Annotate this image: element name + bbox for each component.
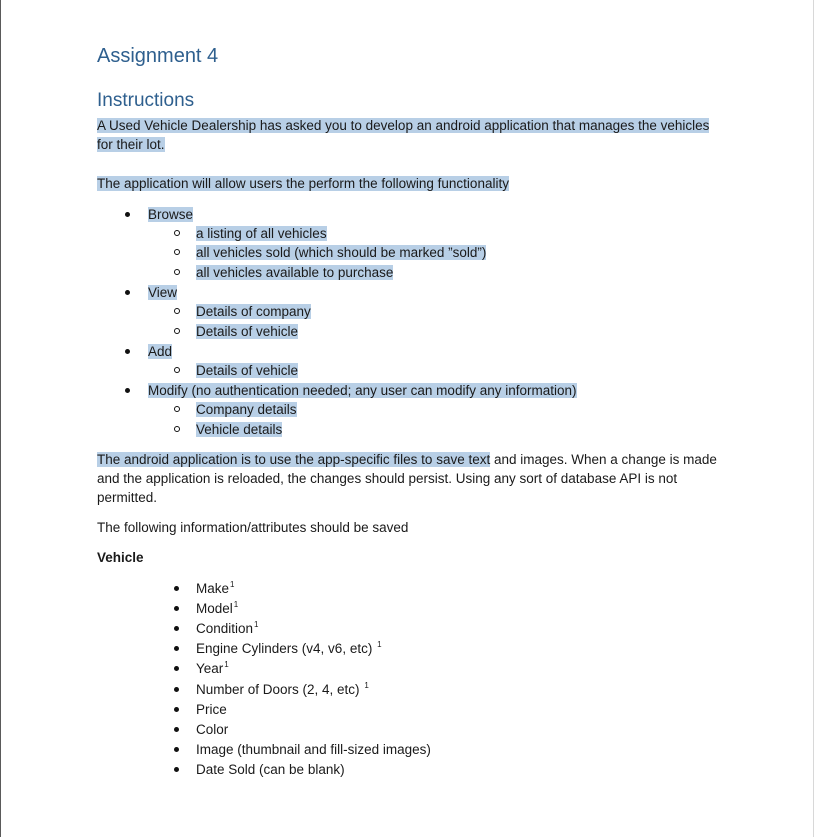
bullet-icon xyxy=(174,687,179,692)
circle-bullet-icon xyxy=(174,249,180,255)
circle-bullet-icon xyxy=(174,426,180,432)
functionality-intro-text: The application will allow users the perform the following functionality xyxy=(97,176,509,191)
footnote-marker: 1 xyxy=(224,660,229,670)
bullet-icon xyxy=(125,388,130,393)
vehicle-attribute-label: Image (thumbnail and fill-sized images) xyxy=(196,741,431,757)
document-title: Assignment 4 xyxy=(97,45,219,67)
vehicle-attribute-label: Year xyxy=(196,661,224,677)
footnote-marker: 1 xyxy=(233,600,239,610)
bullet-icon xyxy=(174,666,179,671)
footnote-marker: 1 xyxy=(254,620,259,630)
vehicle-attribute-item xyxy=(196,639,382,658)
vehicle-attribute-item xyxy=(196,680,369,699)
vehicle-attribute-item xyxy=(196,740,431,759)
storage-paragraph xyxy=(97,450,717,507)
intro-line-1: A Used Vehicle Dealership has asked you to develop an android application that manages the vehicles xyxy=(97,118,710,133)
list-item-label: Add xyxy=(148,344,173,359)
vehicle-attribute-label: Color xyxy=(196,721,229,737)
vehicle-attribute-item xyxy=(196,760,345,779)
footnote-marker: 1 xyxy=(230,580,235,589)
section-heading-instructions: Instructions xyxy=(97,90,195,111)
bullet-icon xyxy=(174,626,179,631)
vehicle-attribute-item xyxy=(196,720,228,739)
sub-list-item-label: Details of company xyxy=(196,304,311,319)
bullet-icon xyxy=(174,727,179,732)
footnote-marker: 1 xyxy=(364,680,369,690)
sub-list-item xyxy=(196,302,311,321)
sub-list-item-label: Vehicle details xyxy=(196,422,283,437)
circle-bullet-icon xyxy=(174,308,180,314)
bullet-icon xyxy=(174,767,179,772)
vehicle-attribute-label: Engine Cylinders (v4, v6, etc) xyxy=(196,641,377,657)
vehicle-attribute-label: Number of Doors (2, 4, etc) xyxy=(196,681,364,697)
sub-list-item xyxy=(196,361,298,380)
attributes-intro: The following information/attributes should be saved xyxy=(97,520,409,535)
circle-bullet-icon xyxy=(174,328,180,334)
intro-paragraph xyxy=(97,116,717,154)
bullet-icon xyxy=(174,707,179,712)
storage-line-1-rest: and images. When a change is made xyxy=(490,452,717,467)
bullet-icon xyxy=(174,646,179,651)
list-item-add xyxy=(148,342,172,361)
sub-list-item-label: Company details xyxy=(196,402,297,417)
vehicle-attribute-item xyxy=(196,659,229,678)
bullet-icon xyxy=(174,586,179,591)
storage-line-2: and the application is reloaded, the changes should persist. Using any sort of database API is not xyxy=(97,471,678,486)
page-left-edge xyxy=(0,0,1,837)
sub-list-item xyxy=(196,420,282,439)
circle-bullet-icon xyxy=(174,367,180,373)
bullet-icon xyxy=(125,290,130,295)
bullet-icon xyxy=(174,606,179,611)
vehicle-attribute-label: Price xyxy=(196,701,227,717)
list-item-label: Browse xyxy=(148,207,194,222)
sub-list-item-label: all vehicles available to purchase xyxy=(196,265,394,280)
vehicle-attribute-item xyxy=(196,579,234,598)
vehicle-attribute-label: Model xyxy=(196,601,233,617)
vehicle-attribute-label: Make xyxy=(196,581,230,596)
sub-list-item xyxy=(196,322,298,341)
circle-bullet-icon xyxy=(174,230,180,236)
functionality-intro xyxy=(97,174,717,193)
bullet-icon xyxy=(174,747,179,752)
circle-bullet-icon xyxy=(174,406,180,412)
bullet-icon xyxy=(125,349,130,354)
list-item-browse xyxy=(148,205,193,224)
list-item-label: Modify (no authentication needed; any user can modify any information) xyxy=(148,383,577,398)
list-item-view xyxy=(148,283,177,302)
storage-line-1-highlight: The android application is to use the app-specific files to save text xyxy=(97,452,491,467)
sub-list-item xyxy=(196,400,297,419)
sub-list-item xyxy=(196,224,327,243)
list-item-modify xyxy=(148,381,577,400)
vehicle-attribute-item xyxy=(196,619,259,638)
sub-list-item xyxy=(196,263,393,282)
bullet-icon xyxy=(125,212,130,217)
sub-list-item-label: all vehicles sold (which should be marked ”sold”) xyxy=(196,245,487,260)
storage-line-3: permitted. xyxy=(97,490,158,505)
vehicle-attribute-label: Condition xyxy=(196,621,254,637)
list-item-label: View xyxy=(148,285,178,300)
intro-line-2: for their lot. xyxy=(97,137,165,152)
vehicle-attribute-item xyxy=(196,700,227,719)
sub-list-item-label: a listing of all vehicles xyxy=(196,226,327,241)
vehicle-attribute-item xyxy=(196,599,238,618)
vehicle-attribute-label: Date Sold (can be blank) xyxy=(196,761,345,777)
sub-list-item-label: Details of vehicle xyxy=(196,324,299,339)
circle-bullet-icon xyxy=(174,269,180,275)
vehicle-label: Vehicle xyxy=(97,550,144,565)
sub-list-item xyxy=(196,243,486,262)
footnote-marker: 1 xyxy=(377,640,382,650)
sub-list-item-label: Details of vehicle xyxy=(196,363,299,378)
